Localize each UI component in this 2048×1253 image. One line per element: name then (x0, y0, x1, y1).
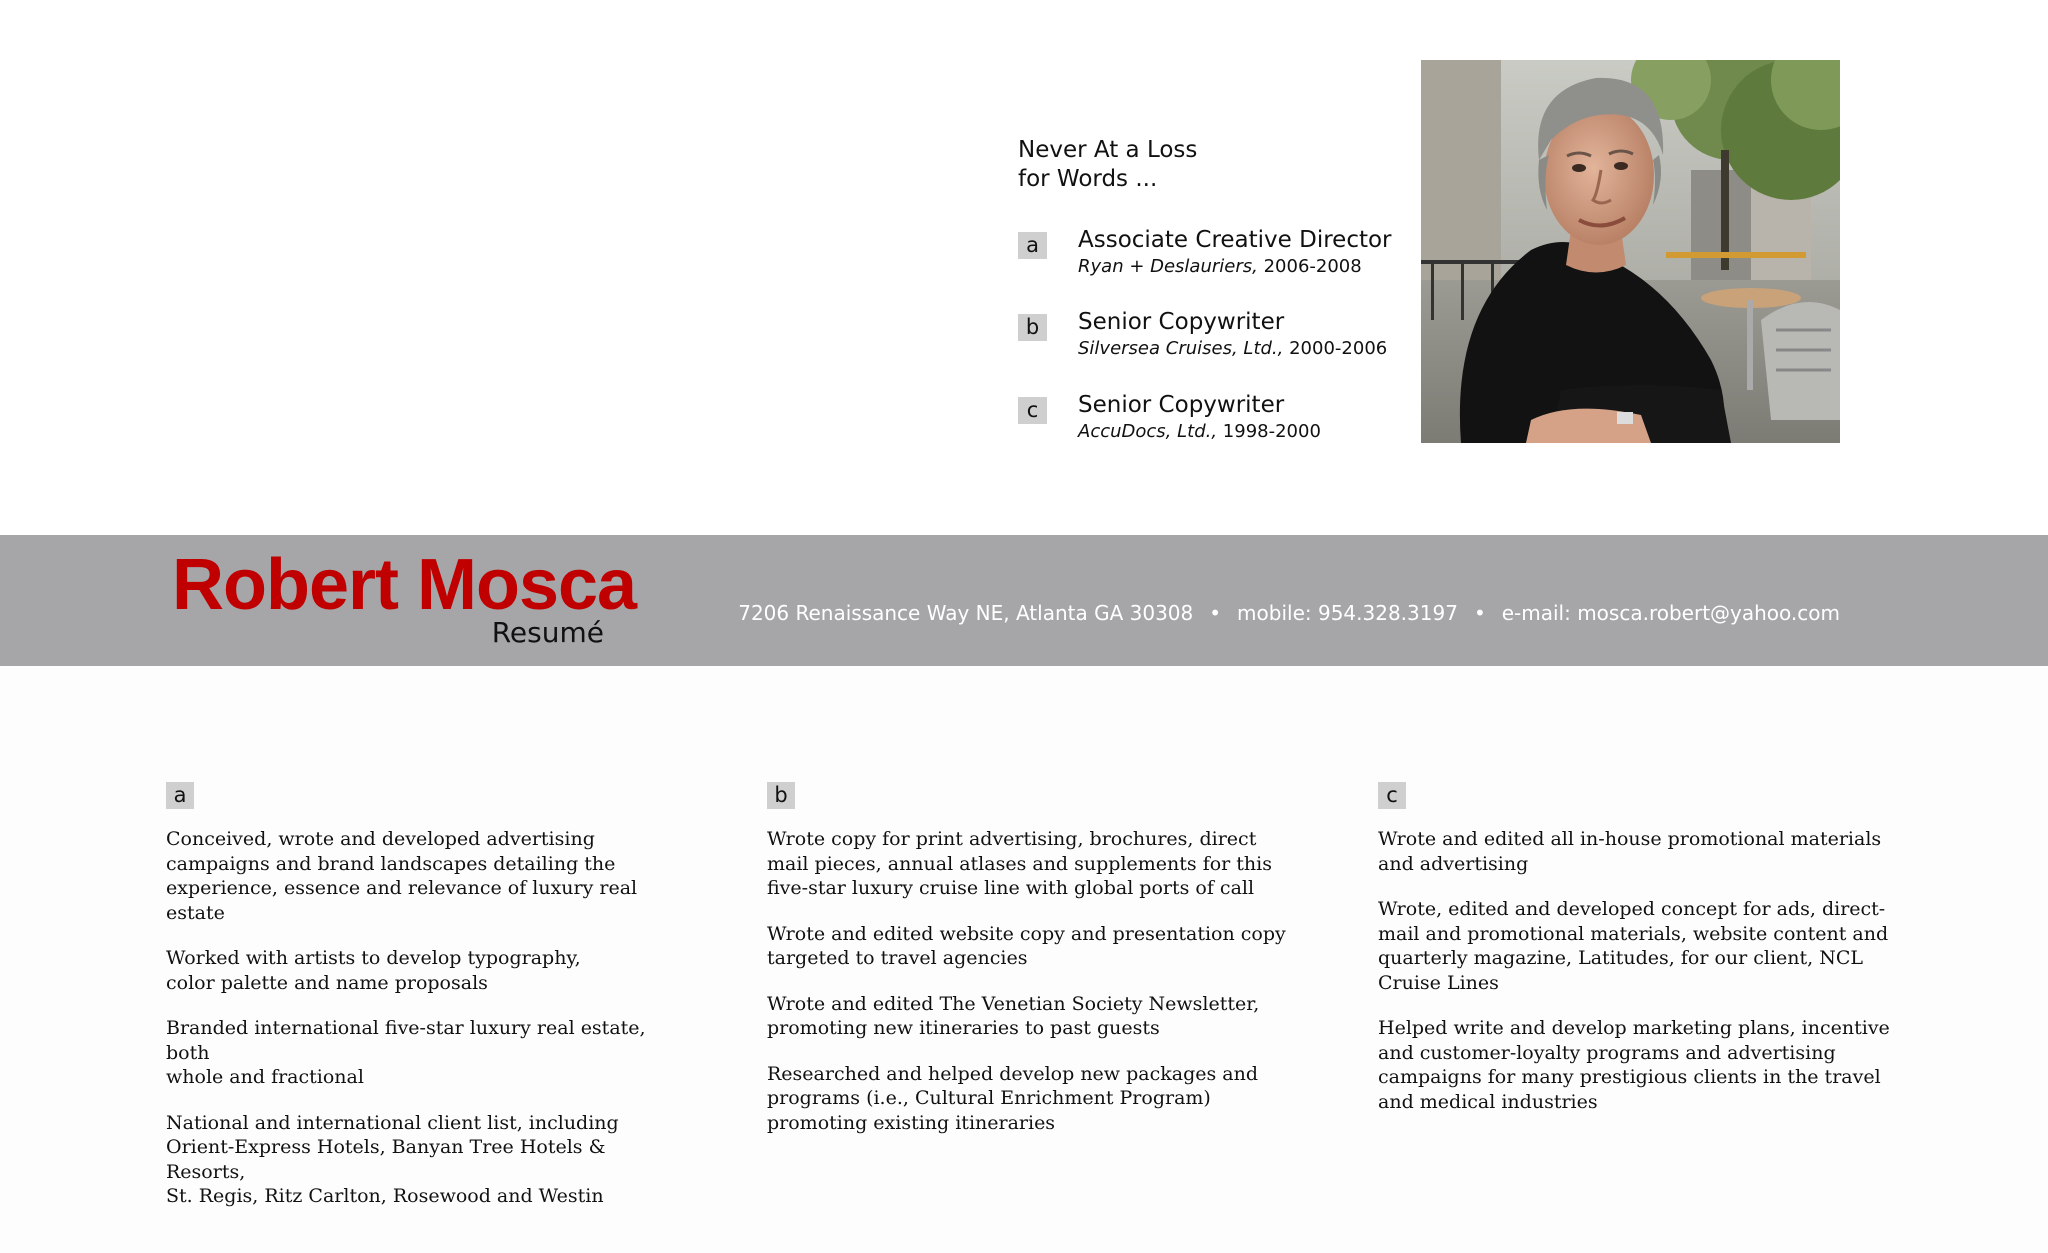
detail-paragraph: Wrote and edited The Venetian Society Newsletter, promoting new itineraries to past guests (767, 992, 1260, 1039)
detail-paragraph: Wrote and edited all in-house promotional materials and advertising (1378, 828, 1882, 875)
job-years: 1998-2000 (1222, 421, 1321, 442)
job-title: Senior Copywriter (1078, 309, 1285, 335)
column-letter-badge: a (166, 782, 194, 809)
job-letter-badge: c (1018, 397, 1047, 424)
tagline (1018, 136, 1197, 194)
column-letter-badge: b (767, 782, 795, 809)
detail-column-a (166, 782, 686, 1230)
tagline-line-1: Never At a Loss (1018, 137, 1198, 163)
address-text: 7206 Renaissance Way NE, Atlanta GA 30308 (738, 601, 1194, 625)
mobile-text: mobile: 954.328.3197 (1237, 601, 1458, 625)
portrait-photo (1421, 60, 1840, 443)
job-years: 2000-2006 (1289, 338, 1388, 359)
contact-line (738, 600, 1840, 626)
header-band (0, 535, 2048, 666)
job-summary-a (1018, 226, 1418, 286)
job-summary-b (1018, 308, 1418, 368)
document-subtitle: Resumé (491, 616, 604, 649)
person-name: Robert Mosca (172, 545, 637, 625)
job-company: AccuDocs, Ltd., (1078, 421, 1218, 442)
job-letter-badge: b (1018, 314, 1047, 341)
job-employer (1078, 421, 1321, 443)
job-summary-c (1018, 391, 1418, 451)
job-employer (1078, 338, 1387, 360)
email-text: e-mail: mosca.robert@yahoo.com (1501, 601, 1840, 625)
job-title: Associate Creative Director (1078, 227, 1392, 253)
detail-paragraph: Wrote, edited and developed concept for ads, direct- mail and promotional materials, website content and quarterly magazine, Latitudes, for our client, NCL Cruise Lines (1378, 898, 1889, 994)
detail-paragraph: National and international client list, including Orient-Express Hotels, Banyan Tree Hotels & Resorts, St. Regis, Ritz Carlton, Rosewood and Westin (166, 1111, 619, 1207)
detail-paragraph: Wrote copy for print advertising, brochures, direct mail pieces, annual atlases and supplements for this five-star luxury cruise line with global ports of call (767, 828, 1272, 899)
detail-column-b (767, 782, 1287, 1156)
job-company: Silversea Cruises, Ltd., (1078, 338, 1284, 359)
detail-paragraph: Wrote and edited website copy and presentation copy targeted to travel agencies (767, 922, 1286, 969)
job-company: Ryan + Deslauriers, (1078, 256, 1258, 277)
column-letter-badge: c (1378, 782, 1406, 809)
detail-paragraph: Helped write and develop marketing plans, incentive and customer-loyalty programs and advertising campaigns for many prestigious clients in the travel and medical industries (1378, 1017, 1890, 1113)
separator-dot: • (1209, 601, 1222, 625)
job-letter-badge: a (1018, 232, 1047, 259)
separator-dot: • (1473, 601, 1486, 625)
detail-column-c (1378, 782, 1898, 1135)
job-title: Senior Copywriter (1078, 392, 1285, 418)
job-employer (1078, 256, 1362, 278)
tagline-line-2: for Words ... (1018, 166, 1158, 192)
detail-paragraph: Branded international five-star luxury real estate, both whole and fractional (166, 1017, 646, 1088)
detail-paragraph: Researched and helped develop new packages and programs (i.e., Cultural Enrichment Program) promoting existing itineraries (767, 1062, 1258, 1134)
detail-paragraph: Worked with artists to develop typography, color palette and name proposals (166, 947, 581, 994)
job-years: 2006-2008 (1263, 256, 1362, 277)
detail-paragraph: Conceived, wrote and developed advertising campaigns and brand landscapes detailing the experience, essence and relevance of luxury real estate (166, 828, 638, 924)
